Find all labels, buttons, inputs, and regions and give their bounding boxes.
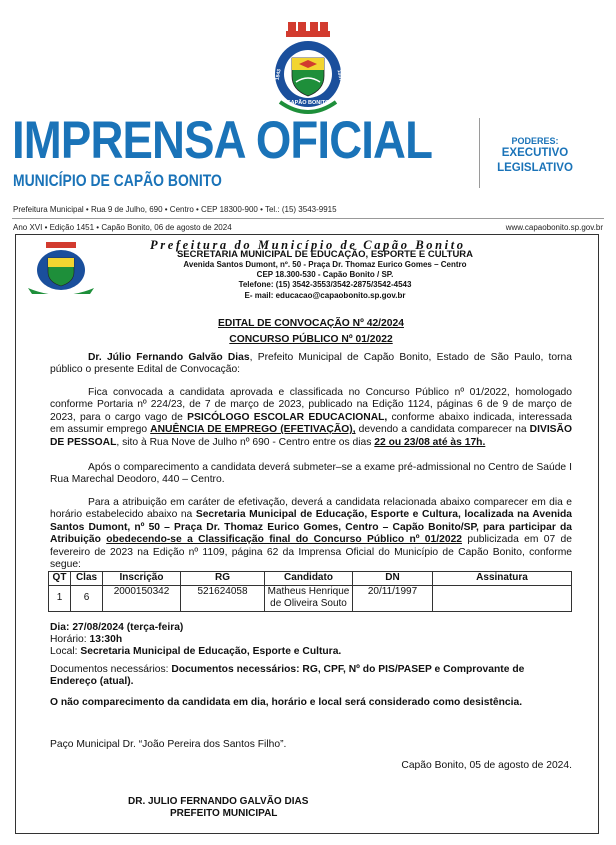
- col-rg: RG: [181, 572, 265, 586]
- signer-title: PREFEITO MUNICIPAL: [170, 808, 278, 819]
- notice-title: EDITAL DE CONVOCAÇÃO Nº 42/2024: [218, 318, 404, 329]
- municipality-subtitle: MUNICÍPIO DE CAPÃO BONITO: [13, 171, 222, 190]
- mayor-name: Dr. Júlio Fernando Galvão Dias: [88, 352, 250, 363]
- edition-info: Ano XVI • Edição 1451 • Capão Bonito, 06 de agosto de 2024: [13, 223, 232, 232]
- letterhead-cep: CEP 18.300-530 - Capão Bonito / SP.: [256, 270, 394, 279]
- absence-warning: O não comparecimento da candidata em dia, horário e local será considerado como desistência.: [50, 697, 523, 708]
- municipal-crest-logo: [266, 22, 350, 120]
- cell-rg: 521624058: [181, 586, 265, 612]
- cell-dn: 20/11/1997: [353, 586, 433, 612]
- letterhead-department: SECRETARIA MUNICIPAL DE EDUCAÇÃO, ESPORTE E CULTURA: [176, 249, 474, 260]
- crest-motto: CAPÃO BONITO: [286, 100, 330, 106]
- convocation-paragraph: Fica convocada a candidata aprovada e classificada no Concurso Público nº 01/2022, homologado conforme Portaria nº 224/23, de 7 de março de 2023, publicado na Edição 1124, páginas 6 de 9 de março de 2023, para o cargo vago de PSICÓLOGO ESCOLAR EDUCACIONAL, conforme abaixo indicada, interessada em assumir emprego ANUÊNCIA DE EMPREGO (EFETIVAÇÃO), devendo a candidata comparecer na DIVISÃO DE PESSOAL, sito à Rua Nove de Julho nº 690 - Centro entre os dias 22 ou 23/08 até às 17h.: [50, 387, 572, 448]
- attribution-paragraph: Para a atribuição em caráter de efetivação, deverá a candidata relacionada abaixo comparecer em dia e horário estabelecido abaixo na Secretaria Municipal de Educação, Esporte e Cultura, localizada na Avenida Santos Dumont, nº 50 – Praça Dr. Thomaz Eurico Gomes, Centro – Capão Bonito/SP, para participar da Atribuição obedecendo-se a Classificação final do Concurso Público nº 01/2022 publicizada em 07 de fevereiro de 2023 na Edição nº 1109, página 62 da Imprensa Oficial do Município de Capão Bonito, conforme segue:: [50, 497, 572, 571]
- crest-year-right: 1857: [335, 69, 344, 82]
- table-header-row: [49, 572, 572, 586]
- contact-line: Prefeitura Municipal • Rua 9 de Julho, 690 • Centro • CEP 18300-900 • Tel.: (15) 3543-9915: [13, 205, 337, 214]
- powers-label: PODERES:: [511, 136, 559, 146]
- municipal-palace-line: Paço Municipal Dr. “João Pereira dos Santos Filho”.: [50, 739, 287, 750]
- letterhead-phone: Telefone: (15) 3542-3553/3542-2875/3542-4543: [238, 280, 412, 289]
- power-legislative: LEGISLATIVO: [497, 162, 573, 174]
- cell-assinatura: [433, 586, 572, 612]
- col-assinatura: Assinatura: [433, 572, 572, 586]
- required-documents: Documentos necessários: Documentos necessários: RG, CPF, Nº do PIS/PASEP e Comprovante de Endereço (atual).: [50, 664, 525, 688]
- col-clas: Clas: [71, 572, 103, 586]
- col-qt: QT: [49, 572, 71, 586]
- signer-name: DR. JULIO FERNANDO GALVÃO DIAS: [128, 796, 309, 807]
- prefecture-crest-icon: [26, 242, 96, 294]
- cell-candidato: Matheus Henrique de Oliveira Souto: [265, 586, 353, 612]
- crest-year-left: 1843: [274, 68, 283, 81]
- schedule-place: Local: Secretaria Municipal de Educação, Esporte e Cultura.: [50, 646, 342, 657]
- masthead-divider: [479, 118, 480, 188]
- cell-qt: 1: [49, 586, 71, 612]
- col-inscricao: Inscrição: [103, 572, 181, 586]
- website-link[interactable]: www.capaobonito.sp.gov.br: [505, 223, 603, 232]
- table-row: [49, 586, 572, 612]
- cell-clas: 6: [71, 586, 103, 612]
- letterhead-email: E- mail: educacao@capaobonito.sp.gov.br: [244, 291, 406, 300]
- letterhead-prefecture: Prefeitura do Município de Capão Bonito: [150, 238, 466, 252]
- date-city-line: Capão Bonito, 05 de agosto de 2024.: [401, 760, 572, 771]
- intro-paragraph: Dr. Júlio Fernando Galvão Dias, Prefeito Municipal de Capão Bonito, Estado de São Paulo, torna público o presente Edital de Convocação:: [50, 352, 572, 376]
- candidate-table: [48, 571, 572, 612]
- medical-exam-paragraph: Após o comparecimento a candidata deverá submeter–se a exame pré-admissional no Centro de Saúde I Rua Marechal Deodoro, 440 – Centro.: [50, 462, 572, 486]
- power-executive: EXECUTIVO: [501, 147, 569, 159]
- letterhead-address: Avenida Santos Dumont, nº. 50 - Praça Dr. Thomaz Eurico Gomes – Centro: [183, 260, 467, 269]
- schedule-date: Dia: 27/08/2024 (terça-feira): [50, 622, 184, 633]
- cell-inscricao: 2000150342: [103, 586, 181, 612]
- newspaper-title: IMPRENSA OFICIAL: [12, 111, 433, 170]
- powers-block: [490, 136, 580, 176]
- schedule-time: Horário: 13:30h: [50, 634, 123, 645]
- notice-subtitle: CONCURSO PÚBLICO Nº 01/2022: [229, 334, 393, 345]
- col-dn: DN: [353, 572, 433, 586]
- header-rule: [12, 218, 604, 219]
- col-candidato: Candidato: [265, 572, 353, 586]
